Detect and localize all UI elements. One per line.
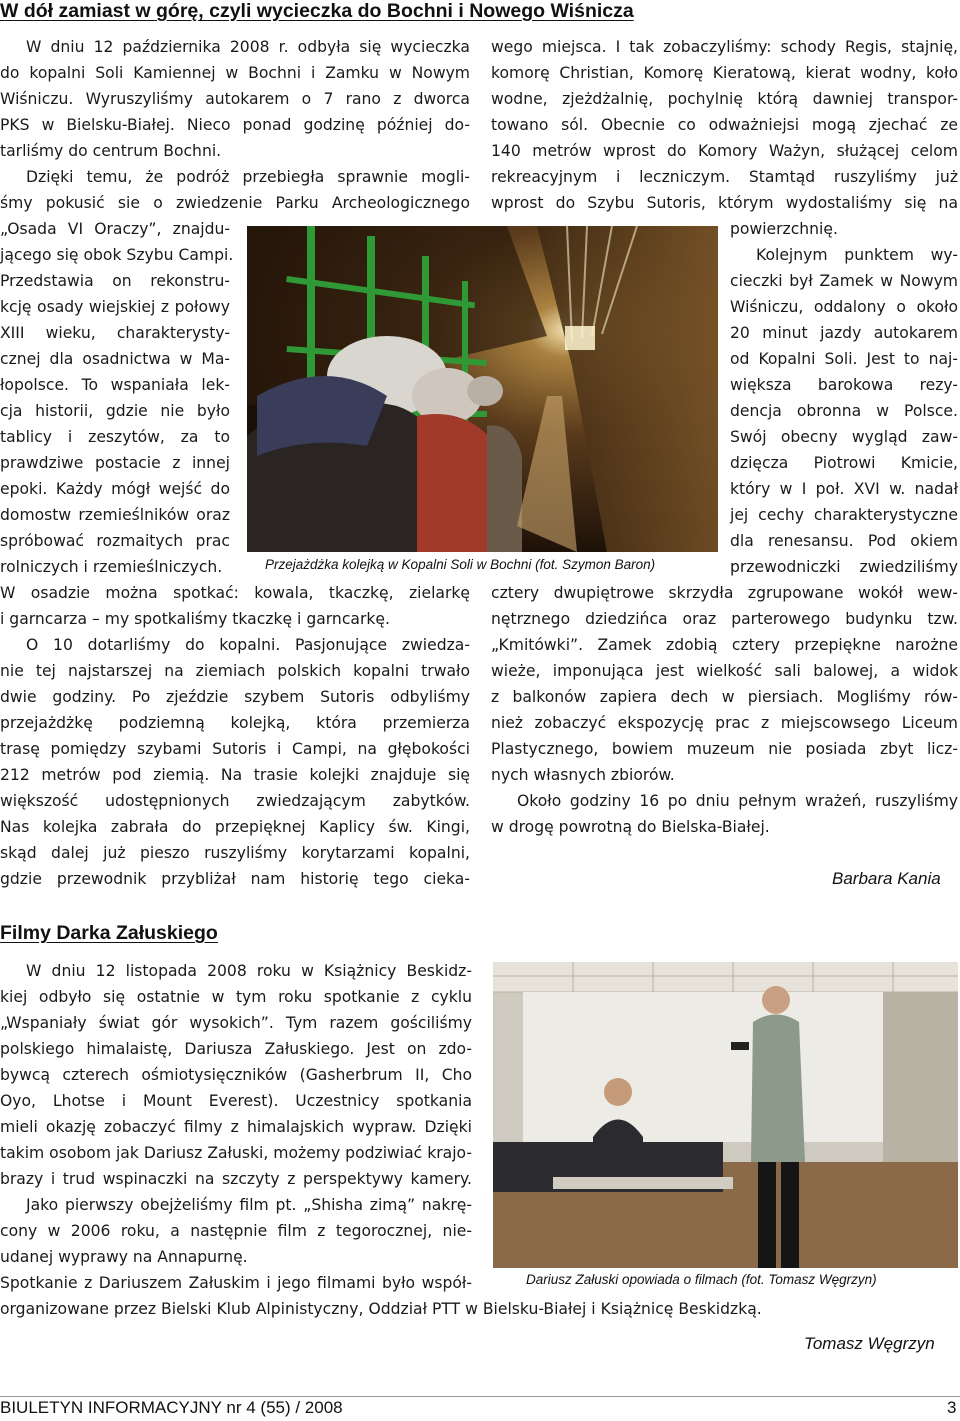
- text-line: domostw rzemieślników oraz: [0, 506, 230, 524]
- text-line: Swój obecny wygląd zaw-: [730, 428, 958, 446]
- text-line: przewodniczki zwiedziliśmy: [730, 558, 958, 576]
- text-line: dencja obronna w Polsce.: [730, 402, 958, 420]
- text-line: nych własnych zbiorów.: [491, 766, 675, 784]
- text-line: polskiego himalaistę, Dariusza Załuskiego. Jest on zdo-: [0, 1040, 472, 1058]
- text-line: trasę pomiędzy szybami Sutoris i Campi, na głębokości: [0, 740, 470, 758]
- text-line: epoki. Każdy mógł wejść do: [0, 480, 230, 498]
- text-line: 140 metrów wprost do Komory Ważyn, służącej celom: [491, 142, 958, 160]
- text-line: który w I poł. XVI w. nadał: [730, 480, 958, 498]
- text-line: cieczki był Zamek w Nowym: [730, 272, 958, 290]
- text-line: W dniu 12 października 2008 r. odbyła się wycieczka: [26, 38, 470, 56]
- lecture-photo-caption: Dariusz Załuski opowiada o filmach (fot. Tomasz Węgrzyn): [526, 1272, 877, 1287]
- author-signature-1: Barbara Kania: [832, 869, 941, 888]
- text-line: takim osobom jak Dariusz Załuski, możemy podziwiać krajo-: [0, 1144, 472, 1162]
- text-line: Kolejnym punktem wy-: [756, 246, 958, 264]
- text-line: jącego się obok Szybu Campi.: [0, 246, 234, 264]
- text-line: cja historii, gdzie nie było: [0, 402, 230, 420]
- text-line: cznej dla osadnictwa w Ma-: [0, 350, 230, 368]
- text-line: W osadzie można spotkać: kowala, tkaczkę, zielarkę: [0, 584, 470, 602]
- text-line: nież zobaczyć ekspozycję prac z miejscowsego Liceum: [491, 714, 958, 732]
- text-line: skąd dalej już pieszo ruszyliśmy korytarzami kopalni,: [0, 844, 470, 862]
- text-line: wieże, imponująca jest wielkość sali balowej, a widok: [491, 662, 958, 680]
- text-line: rolniczych i rzemieślniczych.: [0, 558, 223, 576]
- text-line: Wiśniczu. Wyruszyliśmy autokarem o 7 rano z dworca: [0, 90, 470, 108]
- text-line: śmy pokusić sie o zwiedzenie Parku Archeologicznego: [0, 194, 470, 212]
- lecture-photo: [493, 962, 958, 1268]
- mine-train-photo: [247, 226, 718, 552]
- text-line: Plastycznego, bowiem muzeum nie posiada zbyt licz-: [491, 740, 958, 758]
- text-line: Oyo, Lhotse i Mount Everest). Uczestnicy spotkania: [0, 1092, 472, 1110]
- text-line: Wiśniczu, oddalony o około: [730, 298, 958, 316]
- text-line: 212 metrów pod ziemią. Na trasie kolejki znajduje się: [0, 766, 470, 784]
- text-line: rekreacyjnym i leczniczym. Stamtąd ruszyliśmy już: [491, 168, 958, 186]
- text-line: większość udostępnionych zwiedzającym zabytków.: [0, 792, 470, 810]
- text-line: cztery dwupiętrowe skrzydła zgrupowane wokół wew-: [491, 584, 958, 602]
- author-signature-2: Tomasz Węgrzyn: [804, 1334, 935, 1353]
- article-title: W dół zamiast w górę, czyli wycieczka do Bochni i Nowego Wiśnicza: [0, 0, 634, 22]
- text-line: kcję osady wiejskiej z połowy: [0, 298, 230, 316]
- text-line: powierzchnię.: [730, 220, 838, 238]
- text-line: cony w 2006 roku, a następnie film z tegorocznej, nie-: [0, 1222, 472, 1240]
- text-line: O 10 dotarliśmy do kopalni. Pasjonujące zwiedza-: [26, 636, 470, 654]
- text-line: Około godziny 16 po dniu pełnym wrażeń, ruszyliśmy: [517, 792, 958, 810]
- text-line: z balkonów zapiera dech w piersiach. Mogliśmy rów-: [491, 688, 958, 706]
- text-line: towano sól. Obecnie co odważniejsi mogą zjechać ze: [491, 116, 958, 134]
- text-line: dwie godziny. Po zjeździe szybem Sutoris odbyliśmy: [0, 688, 470, 706]
- text-line: prawdziwe postacie z innej: [0, 454, 230, 472]
- text-line: mieli okazję zobaczyć filmy z himalajskich wypraw. Dzięki: [0, 1118, 472, 1136]
- text-line: spróbować rozmaitych prac: [0, 532, 230, 550]
- text-line: 20 minut jazdy autokarem: [730, 324, 958, 342]
- footer-title: BIULETYN INFORMACYJNY nr 4 (55) / 2008: [0, 1398, 343, 1417]
- text-line: przejażdżkę podziemną kolejką, która przemierza: [0, 714, 470, 732]
- text-line: komorę Christian, Komorę Kieratową, kierat wodny, koło: [491, 64, 958, 82]
- text-line: tarliśmy do centrum Bochni.: [0, 142, 222, 160]
- text-line: w drogę powrotną do Bielska-Białej.: [491, 818, 770, 836]
- text-line: PKS w Bielsku-Białej. Nieco ponad godzinę później do-: [0, 116, 470, 134]
- text-line: od Kopalni Soli. Jest to naj-: [730, 350, 958, 368]
- article2-title: Filmy Darka Załuskiego: [0, 922, 218, 944]
- mine-photo-caption: Przejażdżka kolejką w Kopalni Soli w Bochni (fot. Szymon Baron): [265, 557, 656, 572]
- text-line: udanej wyprawy na Annapurnę.: [0, 1248, 248, 1266]
- text-line: Przedstawia on rekonstru-: [0, 272, 230, 290]
- text-line: XIII wieku, charakterysty-: [0, 324, 230, 342]
- text-line: Nas kolejka zabrała do przepięknej Kaplicy św. Kingi,: [0, 818, 470, 836]
- text-line: Jako pierwszy obejżeliśmy film pt. „Shisha zimą” nakrę-: [26, 1196, 472, 1214]
- text-line: bywcą czterech ośmiotysięczników (Gasherbrum II, Cho: [0, 1066, 472, 1084]
- text-line: nętrznego dziedzińca oraz parterowego budynku tzw.: [491, 610, 958, 628]
- text-line: łopolsce. To wspaniała lek-: [0, 376, 230, 394]
- text-line: tablicy i zeszytów, za to: [0, 428, 230, 446]
- text-line: „Kmitówki”. Zamek zdobią cztery przepiękne narożne: [491, 636, 958, 654]
- text-line: kiej odbyło się ostatnie w tym roku spotkanie z cyklu: [0, 988, 472, 1006]
- text-line: większa barokowa rezy-: [730, 376, 958, 394]
- footer-rule: [0, 1396, 960, 1397]
- text-line: brazy i trud wspinaczki na szczyty z perspektywy kamery.: [0, 1170, 472, 1188]
- text-line: wego miejsca. I tak zobaczyliśmy: schody Regis, stajnię,: [491, 38, 958, 56]
- article2-last-line: organizowane przez Bielski Klub Alpinistyczny, Oddział PTT w Bielsku-Białej i Książnicę Beskidzką.: [0, 1300, 762, 1318]
- page-number: 3: [947, 1398, 957, 1417]
- text-line: nie tej najstarszej na ziemiach polskich kopalni trwało: [0, 662, 470, 680]
- text-line: do kopalni Soli Kamiennej w Bochni i Zamku w Nowym: [0, 64, 470, 82]
- text-line: dzięcza Piotrowi Kmicie,: [730, 454, 958, 472]
- text-line: wodne, zjeżdżalnię, pochylnię którą dawniej transpor-: [491, 90, 958, 108]
- text-line: „Osada VI Oraczy”, znajdu-: [0, 220, 230, 238]
- text-line: W dniu 12 listopada 2008 roku w Książnicy Beskidz-: [26, 962, 472, 980]
- text-line: Dzięki temu, że podróż przebiegła sprawnie mogli-: [26, 168, 470, 186]
- text-line: wprost do Szybu Sutoris, którym wydostaliśmy się na: [491, 194, 958, 212]
- text-line: dla renesansu. Pod okiem: [730, 532, 958, 550]
- text-line: jej cechy charakterystyczne: [730, 506, 958, 524]
- text-line: i garncarza – my spotkaliśmy tkaczkę i garncarkę.: [0, 610, 390, 628]
- text-line: gdzie przewodnik przybliżał nam historię tego cieka-: [0, 870, 470, 888]
- text-line: „Wspaniały świat gór wysokich”. Tym razem gościliśmy: [0, 1014, 472, 1032]
- text-line: Spotkanie z Dariuszem Załuskim i jego filmami było współ-: [0, 1274, 472, 1292]
